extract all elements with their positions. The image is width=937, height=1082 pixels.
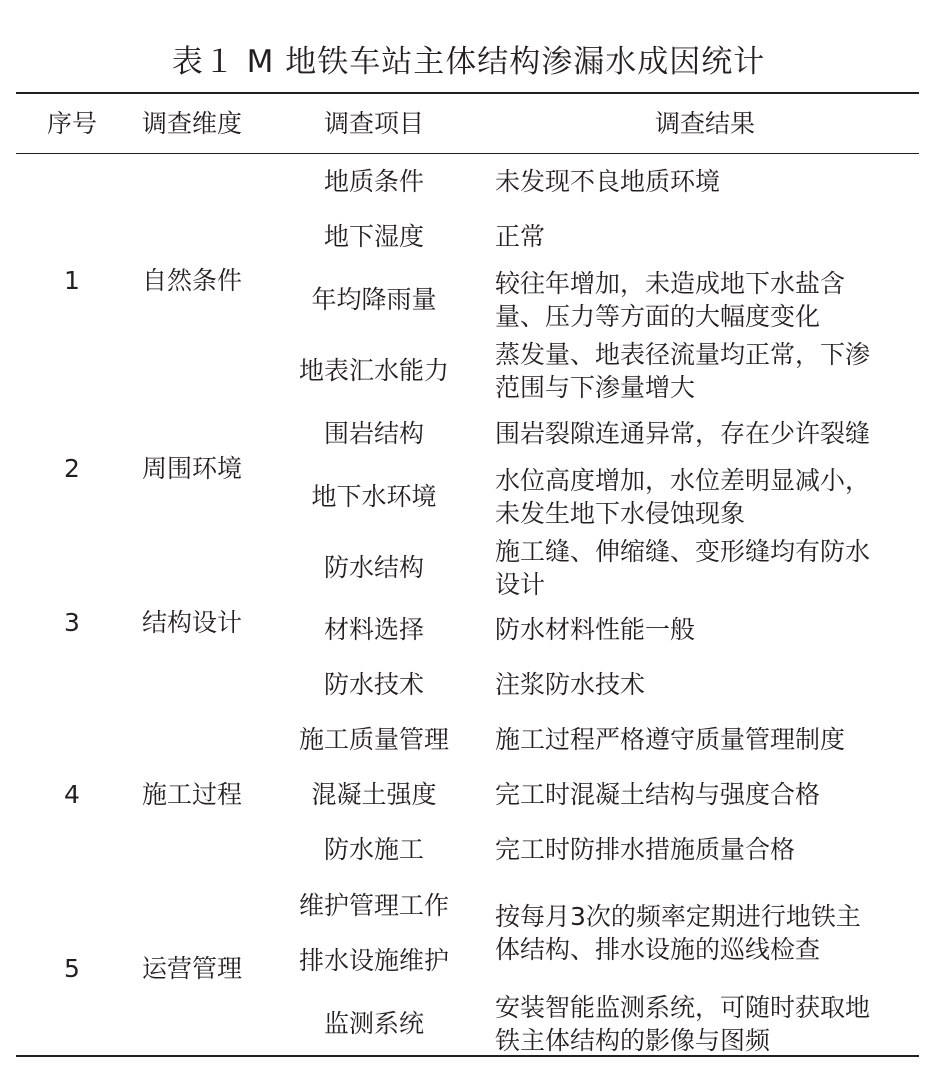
header-index: 序号 — [46, 109, 97, 138]
survey-result: 防水材料性能一般 — [495, 615, 696, 644]
survey-result: 完工时混凝土结构与强度合格 — [495, 780, 821, 809]
survey-result: 施工过程严格遵守质量管理制度 — [495, 725, 846, 754]
survey-result: 水位高度增加，水位差明显减小， — [495, 466, 871, 495]
survey-item: 围岩结构 — [323, 419, 424, 448]
group-dimension: 结构设计 — [141, 608, 242, 637]
table-header-rule — [16, 153, 919, 154]
header-item: 调查项目 — [323, 109, 424, 138]
header-result: 调查结果 — [654, 109, 755, 138]
survey-item: 监测系统 — [323, 1009, 424, 1038]
survey-item: 年均降雨量 — [311, 285, 437, 314]
survey-item: 混凝土强度 — [311, 780, 437, 809]
group-dimension: 施工过程 — [141, 780, 242, 809]
survey-result: 正常 — [495, 222, 546, 251]
table-top-rule — [16, 92, 919, 94]
survey-item: 材料选择 — [323, 615, 424, 644]
survey-item: 地下湿度 — [323, 222, 424, 251]
survey-result: 注浆防水技术 — [495, 670, 646, 699]
survey-result: 体结构、排水设施的巡线检查 — [495, 935, 821, 964]
survey-item: 防水施工 — [323, 835, 424, 864]
survey-item: 防水技术 — [323, 670, 424, 699]
survey-result: 铁主体结构的影像与图频 — [495, 1026, 771, 1055]
survey-result: 安装智能监测系统，可随时获取地 — [495, 993, 871, 1022]
group-index: 1 — [64, 266, 80, 295]
table-title: 表１ M 地铁车站主体结构渗漏水成因统计 — [171, 44, 766, 80]
survey-result: 范围与下渗量增大 — [495, 373, 696, 402]
survey-result: 蒸发量、地表径流量均正常，下渗 — [495, 340, 871, 369]
group-dimension: 运营管理 — [141, 954, 242, 983]
survey-item: 地表汇水能力 — [298, 356, 449, 385]
survey-item: 地下水环境 — [311, 482, 437, 511]
survey-result: 量、压力等方面的大幅度变化 — [495, 302, 821, 331]
survey-result: 未发现不良地质环境 — [495, 167, 721, 196]
survey-result: 设计 — [495, 570, 546, 599]
survey-item: 维护管理工作 — [298, 891, 449, 920]
survey-item: 防水结构 — [323, 553, 424, 582]
survey-result: 按每月3次的频率定期进行地铁主 — [495, 902, 861, 931]
survey-item: 排水设施维护 — [298, 946, 449, 975]
survey-result: 施工缝、伸缩缝、变形缝均有防水 — [495, 537, 871, 566]
survey-result: 较往年增加，未造成地下水盐含 — [495, 269, 846, 298]
group-index: 5 — [64, 954, 80, 983]
header-dimension: 调查维度 — [141, 109, 242, 138]
group-index: 4 — [64, 780, 80, 809]
group-dimension: 自然条件 — [141, 266, 242, 295]
table-bottom-rule — [16, 1055, 919, 1057]
group-index: 3 — [64, 608, 80, 637]
survey-item: 施工质量管理 — [298, 725, 449, 754]
survey-result: 未发生地下水侵蚀现象 — [495, 499, 746, 528]
group-index: 2 — [64, 454, 80, 483]
survey-result: 围岩裂隙连通异常，存在少许裂缝 — [495, 419, 871, 448]
group-dimension: 周围环境 — [141, 454, 242, 483]
survey-item: 地质条件 — [323, 167, 424, 196]
survey-result: 完工时防排水措施质量合格 — [495, 835, 796, 864]
